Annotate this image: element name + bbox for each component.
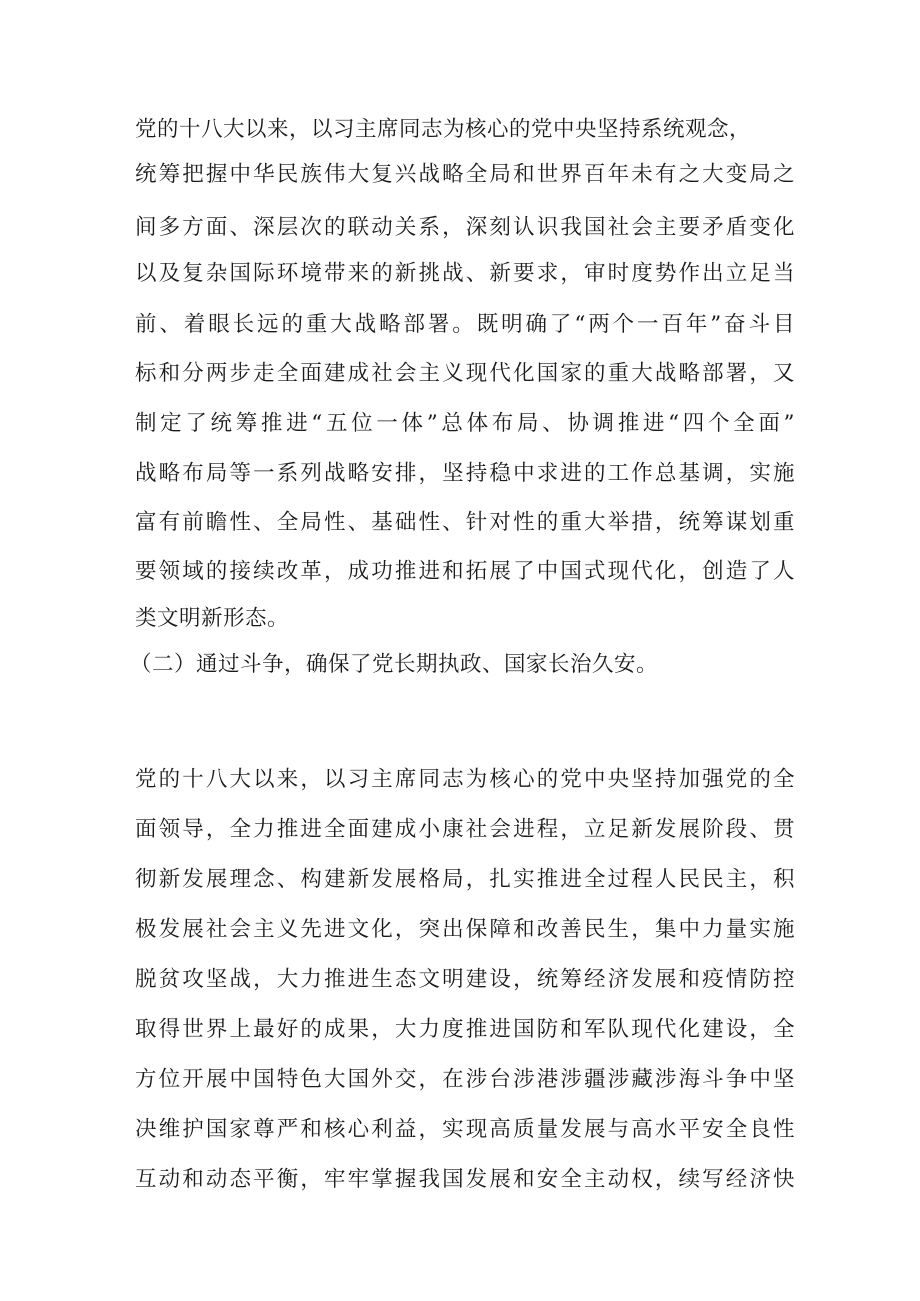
paragraph-1-line-10: 要领域的接续改革，成功推进和拓展了中国式现代化，创造了人 xyxy=(135,559,795,584)
paragraph-1-line-4: 以及复杂国际环境带来的新挑战、新要求，审时度势作出立足当 xyxy=(135,261,795,286)
paragraph-2-line-3: 彻新发展理念、构建新发展格局，扎实推进全过程人民民主，积 xyxy=(135,867,795,892)
paragraph-1-line-1: 党的十八大以来，以习主席同志为核心的党中央坚持系统观念， xyxy=(135,117,752,142)
paragraph-2-line-4: 极发展社会主义先进文化，突出保障和改善民生，集中力量实施 xyxy=(135,917,795,942)
paragraph-2-line-2: 面领导，全力推进全面建成小康社会进程，立足新发展阶段、贯 xyxy=(135,817,795,842)
paragraph-2-line-6: 取得世界上最好的成果，大力度推进国防和军队现代化建设，全 xyxy=(135,1017,795,1042)
section-heading-2: （二）通过斗争，确保了党长期执政、国家长治久安。 xyxy=(130,652,659,677)
paragraph-1-line-2: 统筹把握中华民族伟大复兴战略全局和世界百年未有之大变局之 xyxy=(135,162,795,187)
paragraph-2-line-8: 决维护国家尊严和核心利益，实现高质量发展与高水平安全良性 xyxy=(135,1117,795,1142)
paragraph-2-line-1: 党的十八大以来，以习主席同志为核心的党中央坚持加强党的全 xyxy=(135,767,795,792)
paragraph-1-line-6: 标和分两步走全面建成社会主义现代化国家的重大战略部署，又 xyxy=(135,361,795,386)
paragraph-1-line-9: 富有前瞻性、全局性、基础性、针对性的重大举措，统筹谋划重 xyxy=(135,510,795,535)
paragraph-2-line-5: 脱贫攻坚战，大力推进生态文明建设，统筹经济发展和疫情防控 xyxy=(135,967,795,992)
paragraph-1-line-7: 制定了统筹推进“五位一体”总体布局、协调推进“四个全面” xyxy=(135,411,795,436)
paragraph-2-line-9: 互动和动态平衡，牢牢掌握我国发展和安全主动权，续写经济快 xyxy=(135,1167,795,1192)
paragraph-1-line-3: 间多方面、深层次的联动关系，深刻认识我国社会主要矛盾变化 xyxy=(135,215,795,240)
paragraph-1-line-8: 战略布局等一系列战略安排，坚持稳中求进的工作总基调，实施 xyxy=(135,461,795,486)
paragraph-2-line-7: 方位开展中国特色大国外交，在涉台涉港涉疆涉藏涉海斗争中坚 xyxy=(135,1067,795,1092)
paragraph-1-line-5: 前、着眼长远的重大战略部署。既明确了“两个一百年”奋斗目 xyxy=(135,312,795,337)
paragraph-1-line-11: 类文明新形态。 xyxy=(135,606,290,631)
